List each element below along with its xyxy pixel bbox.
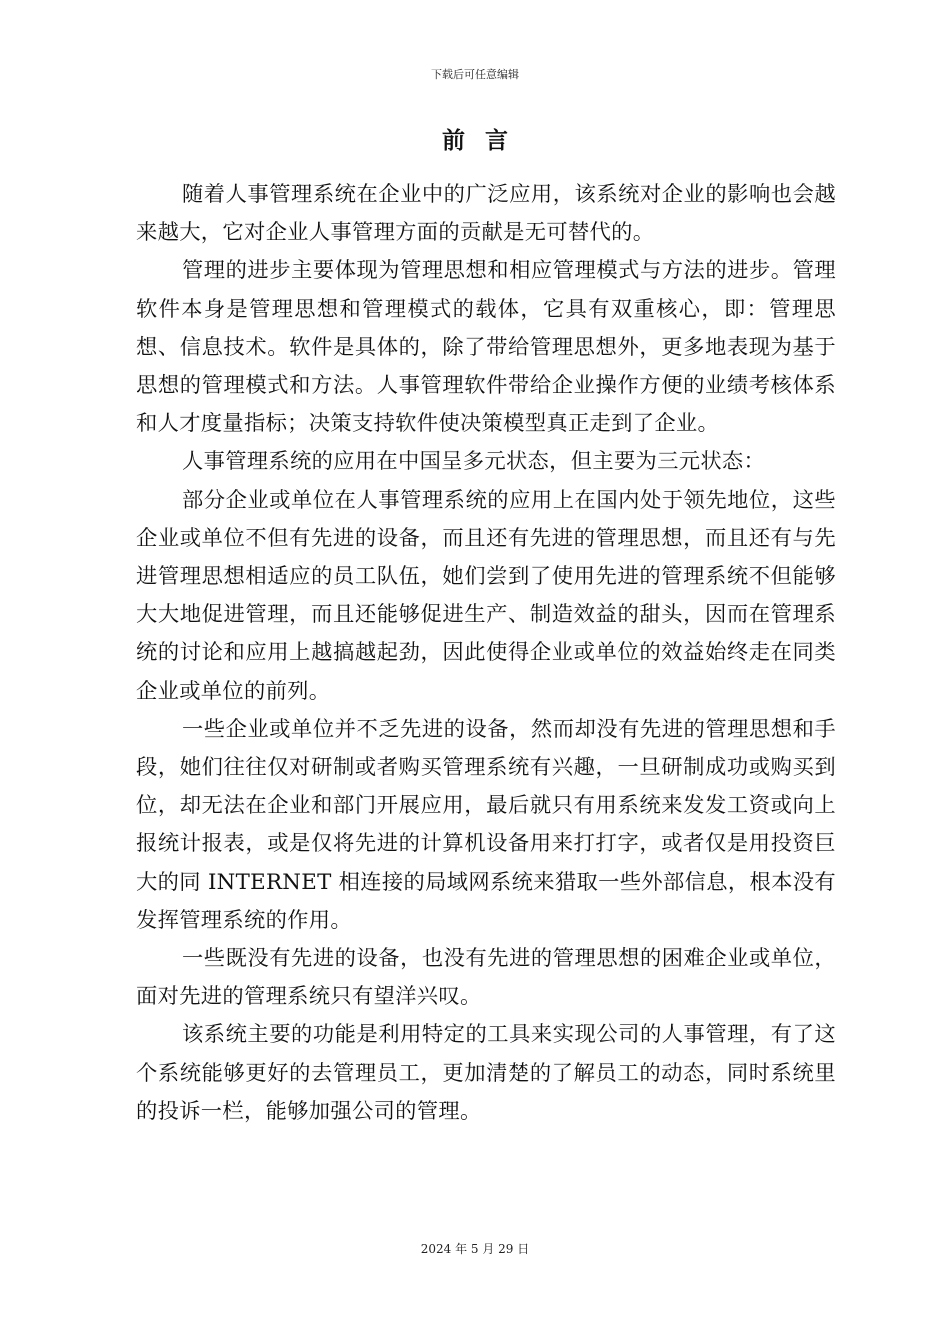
page-title: 前言 xyxy=(442,127,528,154)
footer-date: 2024 年 5 月 29 日 xyxy=(420,1242,530,1256)
paragraph-management-progress: 管理的进步主要体现为管理思想和相应管理模式与方法的进步。管理软件本身是管理思想和管理模式的载体，它具有双重核心，即：管理思想、信息技术。软件是具体的，除了带给管理思想外，更多地表现为基于思想的管理模式和方法。人事管理软件带给企业操作方便的业绩考核体系和人才度量指标；决策支持软件使决策模型真正走到了企业。 xyxy=(136,258,836,437)
paragraph-three-states: 人事管理系统的应用在中国呈多元状态，但主要为三元状态： xyxy=(182,449,766,475)
document-body xyxy=(136,176,836,1131)
paragraph-equipment-only-enterprises: 一些企业或单位并不乏先进的设备，然而却没有先进的管理思想和手段，她们往往仅对研制或者购买管理系统有兴趣，一旦研制成功或购买到位，却无法在企业和部门开展应用，最后就只有用系统来发发工资或向上报统计报表，或是仅将先进的计算机设备用来打打字，或者仅是用投资巨大的同 INTERNET 相连接的局域网系统来猎取一些外部信息，根本没有发挥管理系统的作用。 xyxy=(136,716,836,933)
paragraph-leading-enterprises: 部分企业或单位在人事管理系统的应用上在国内处于领先地位，这些企业或单位不但有先进的设备，而且还有先进的管理思想，而且还有与先进管理思想相适应的员工队伍，她们尝到了使用先进的管理系统不但能够大大地促进管理，而且还能够促进生产、制造效益的甜头，因而在管理系统的讨论和应用上越搞越起劲，因此使得企业或单位的效益始终走在同类企业或单位的前列。 xyxy=(136,487,836,704)
paragraph-intro: 随着人事管理系统在企业中的广泛应用，该系统对企业的影响也会越来越大，它对企业人事管理方面的贡献是无可替代的。 xyxy=(136,182,836,246)
header-note: 下载后可任意编辑 xyxy=(431,68,519,81)
paragraph-system-function: 该系统主要的功能是利用特定的工具来实现公司的人事管理，有了这个系统能够更好的去管理员工，更加清楚的了解员工的动态，同时系统里的投诉一栏，能够加强公司的管理。 xyxy=(136,1022,836,1124)
paragraph-struggling-enterprises: 一些既没有先进的设备，也没有先进的管理思想的困难企业或单位，面对先进的管理系统只有望洋兴叹。 xyxy=(136,946,836,1010)
